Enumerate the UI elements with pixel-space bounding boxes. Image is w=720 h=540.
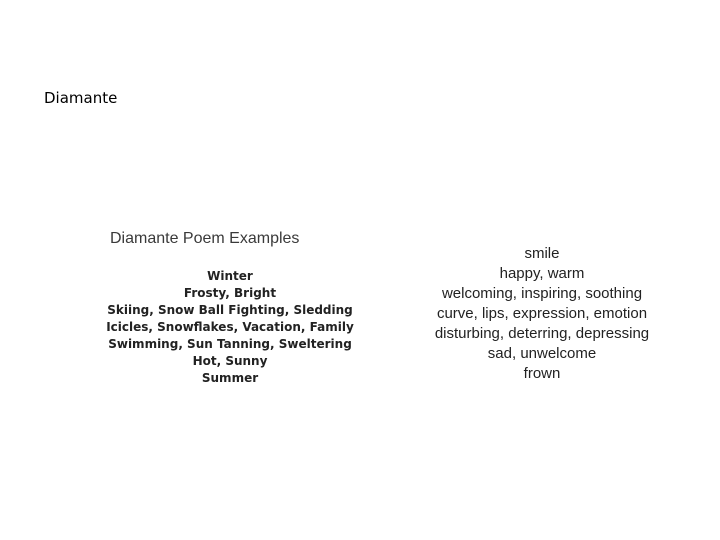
poem-line: Swimming, Sun Tanning, Sweltering: [108, 337, 352, 351]
poem-line: Frosty, Bright: [183, 286, 277, 300]
poem-line: Hot, Sunny: [192, 354, 268, 368]
left-poem-lines: [100, 268, 360, 387]
poem-line: disturbing, deterring, depressing: [434, 325, 650, 342]
poem-line: happy, warm: [499, 265, 585, 282]
poem-line: welcoming, inspiring, soothing: [441, 285, 643, 302]
poem-line: sad, unwelcome: [487, 345, 597, 362]
poem-line: Skiing, Snow Ball Fighting, Sledding: [107, 303, 353, 317]
poem-line: frown: [523, 365, 561, 382]
poem-line: Summer: [201, 371, 259, 385]
slide-title: Diamante: [44, 89, 118, 107]
poem-line: Winter: [207, 269, 253, 283]
poem-line: curve, lips, expression, emotion: [436, 305, 648, 322]
smile-frown-poem: [412, 244, 672, 384]
poem-line: smile: [524, 245, 560, 262]
poem-examples-heading: Diamante Poem Examples: [110, 230, 300, 247]
poem-line: Icicles, Snowflakes, Vacation, Family: [106, 320, 354, 334]
